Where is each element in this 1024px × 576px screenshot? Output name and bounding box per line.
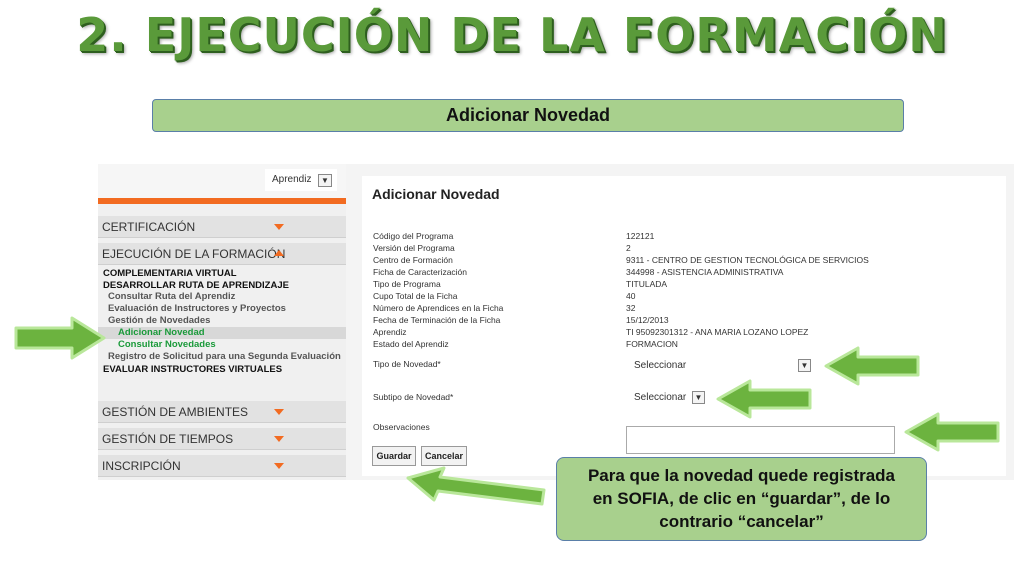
- info-label: Estado del Aprendiz: [373, 339, 449, 349]
- menu-ejecucion[interactable]: [98, 243, 346, 265]
- observaciones-field[interactable]: [626, 426, 895, 454]
- info-label: Tipo de Programa: [373, 279, 441, 289]
- menu-certificacion-label: CERTIFICACIÓN: [102, 220, 196, 234]
- callout-line: en SOFIA, de clic en “guardar”, de lo: [592, 489, 891, 508]
- menu-ambientes-label: GESTIÓN DE AMBIENTES: [102, 405, 249, 419]
- caret-down-icon: [274, 463, 284, 469]
- observaciones-label: Observaciones: [373, 422, 430, 432]
- chevron-down-icon: ▼: [692, 391, 705, 404]
- caret-up-icon: [274, 250, 284, 256]
- chevron-down-icon: ▼: [798, 359, 811, 372]
- caret-down-icon: [274, 409, 284, 415]
- info-value: TI 95092301312 - ANA MARIA LOZANO LOPEZ: [626, 327, 809, 337]
- submenu-evaluar[interactable]: EVALUAR INSTRUCTORES VIRTUALES: [103, 363, 283, 375]
- info-label: Versión del Programa: [373, 243, 455, 253]
- role-select-value: Aprendiz: [272, 174, 312, 185]
- info-value: 15/12/2013: [626, 315, 669, 325]
- caret-down-icon: [274, 224, 284, 230]
- slide-title: 2. EJECUCIÓN DE LA FORMACIÓN: [76, 8, 948, 62]
- info-row: [373, 303, 993, 315]
- submenu-consultar-ruta[interactable]: Consultar Ruta del Aprendiz: [108, 291, 236, 302]
- app-screenshot: [98, 164, 1014, 480]
- info-label: Centro de Formación: [373, 255, 453, 265]
- accent-bar: [98, 198, 346, 204]
- arrow-up-left-icon: [404, 462, 550, 514]
- info-label: Código del Programa: [373, 231, 454, 241]
- menu-tiempos[interactable]: [98, 428, 346, 450]
- info-label: Cupo Total de la Ficha: [373, 291, 458, 301]
- sidebar-header: [98, 164, 346, 198]
- submenu-registro[interactable]: Registro de Solicitud para una Segunda Evaluación: [108, 351, 341, 362]
- save-button[interactable]: Guardar: [372, 446, 416, 466]
- info-row: [373, 327, 993, 339]
- role-select[interactable]: [265, 169, 337, 191]
- info-row: [373, 267, 993, 279]
- arrow-left-icon: [822, 344, 924, 388]
- info-row: [373, 255, 993, 267]
- subtipo-novedad-label: Subtipo de Novedad*: [373, 392, 454, 402]
- menu-inscripcion-label: INSCRIPCIÓN: [102, 459, 181, 473]
- info-row: [373, 231, 993, 243]
- cancel-button[interactable]: Cancelar: [421, 446, 467, 466]
- info-label: Ficha de Caracterización: [373, 267, 468, 277]
- submenu-evaluacion[interactable]: Evaluación de Instructores y Proyectos: [108, 303, 286, 314]
- info-label: Fecha de Terminación de la Ficha: [373, 315, 501, 325]
- callout-box: [556, 457, 927, 541]
- info-label: Número de Aprendices en la Ficha: [373, 303, 504, 313]
- info-value: 40: [626, 291, 636, 301]
- submenu-complementaria[interactable]: COMPLEMENTARIA VIRTUAL: [103, 268, 237, 279]
- info-row: [373, 243, 993, 255]
- info-value: 2: [626, 243, 631, 253]
- caret-down-icon: [274, 436, 284, 442]
- submenu-consultar-novedades[interactable]: Consultar Novedades: [118, 338, 216, 350]
- tipo-novedad-select[interactable]: [626, 353, 816, 379]
- info-value: 122121: [626, 231, 655, 241]
- tipo-novedad-value: Seleccionar: [634, 360, 687, 371]
- menu-ambientes[interactable]: [98, 401, 346, 423]
- info-value: 9311 - CENTRO DE GESTION TECNOLÓGICA DE SERVICIOS: [626, 255, 869, 265]
- submenu-desarrollar[interactable]: DESARROLLAR RUTA DE APRENDIZAJE: [103, 279, 289, 291]
- chevron-down-icon: ▼: [318, 174, 332, 187]
- info-row: [373, 279, 993, 291]
- info-row: [373, 315, 993, 327]
- info-value: 32: [626, 303, 636, 313]
- subtipo-novedad-value: Seleccionar: [634, 392, 687, 403]
- menu-inscripcion[interactable]: [98, 455, 346, 477]
- info-label: Aprendiz: [373, 327, 407, 337]
- arrow-right-icon: [10, 314, 110, 362]
- submenu-adicionar-novedad[interactable]: Adicionar Novedad: [98, 327, 346, 339]
- menu-certificacion[interactable]: [98, 216, 346, 238]
- tipo-novedad-label: Tipo de Novedad*: [373, 359, 441, 369]
- info-row: [373, 291, 993, 303]
- arrow-left-icon: [714, 377, 816, 421]
- callout-line: contrario “cancelar”: [659, 512, 824, 531]
- info-value: 344998 - ASISTENCIA ADMINISTRATIVA: [626, 267, 784, 277]
- arrow-left-icon: [902, 410, 1004, 454]
- callout-line: Para que la novedad quede registrada: [587, 466, 896, 485]
- info-value: FORMACION: [626, 339, 678, 349]
- banner-title: Adicionar Novedad: [152, 99, 904, 132]
- subtipo-novedad-select[interactable]: [626, 385, 710, 411]
- info-value: TITULADA: [626, 279, 668, 289]
- form-title: Adicionar Novedad: [372, 186, 500, 202]
- submenu-gestion-novedades[interactable]: Gestión de Novedades: [108, 315, 211, 326]
- sidebar: [98, 164, 346, 480]
- menu-ejecucion-label: EJECUCIÓN DE LA FORMACIÓN: [102, 247, 286, 261]
- menu-tiempos-label: GESTIÓN DE TIEMPOS: [102, 432, 234, 446]
